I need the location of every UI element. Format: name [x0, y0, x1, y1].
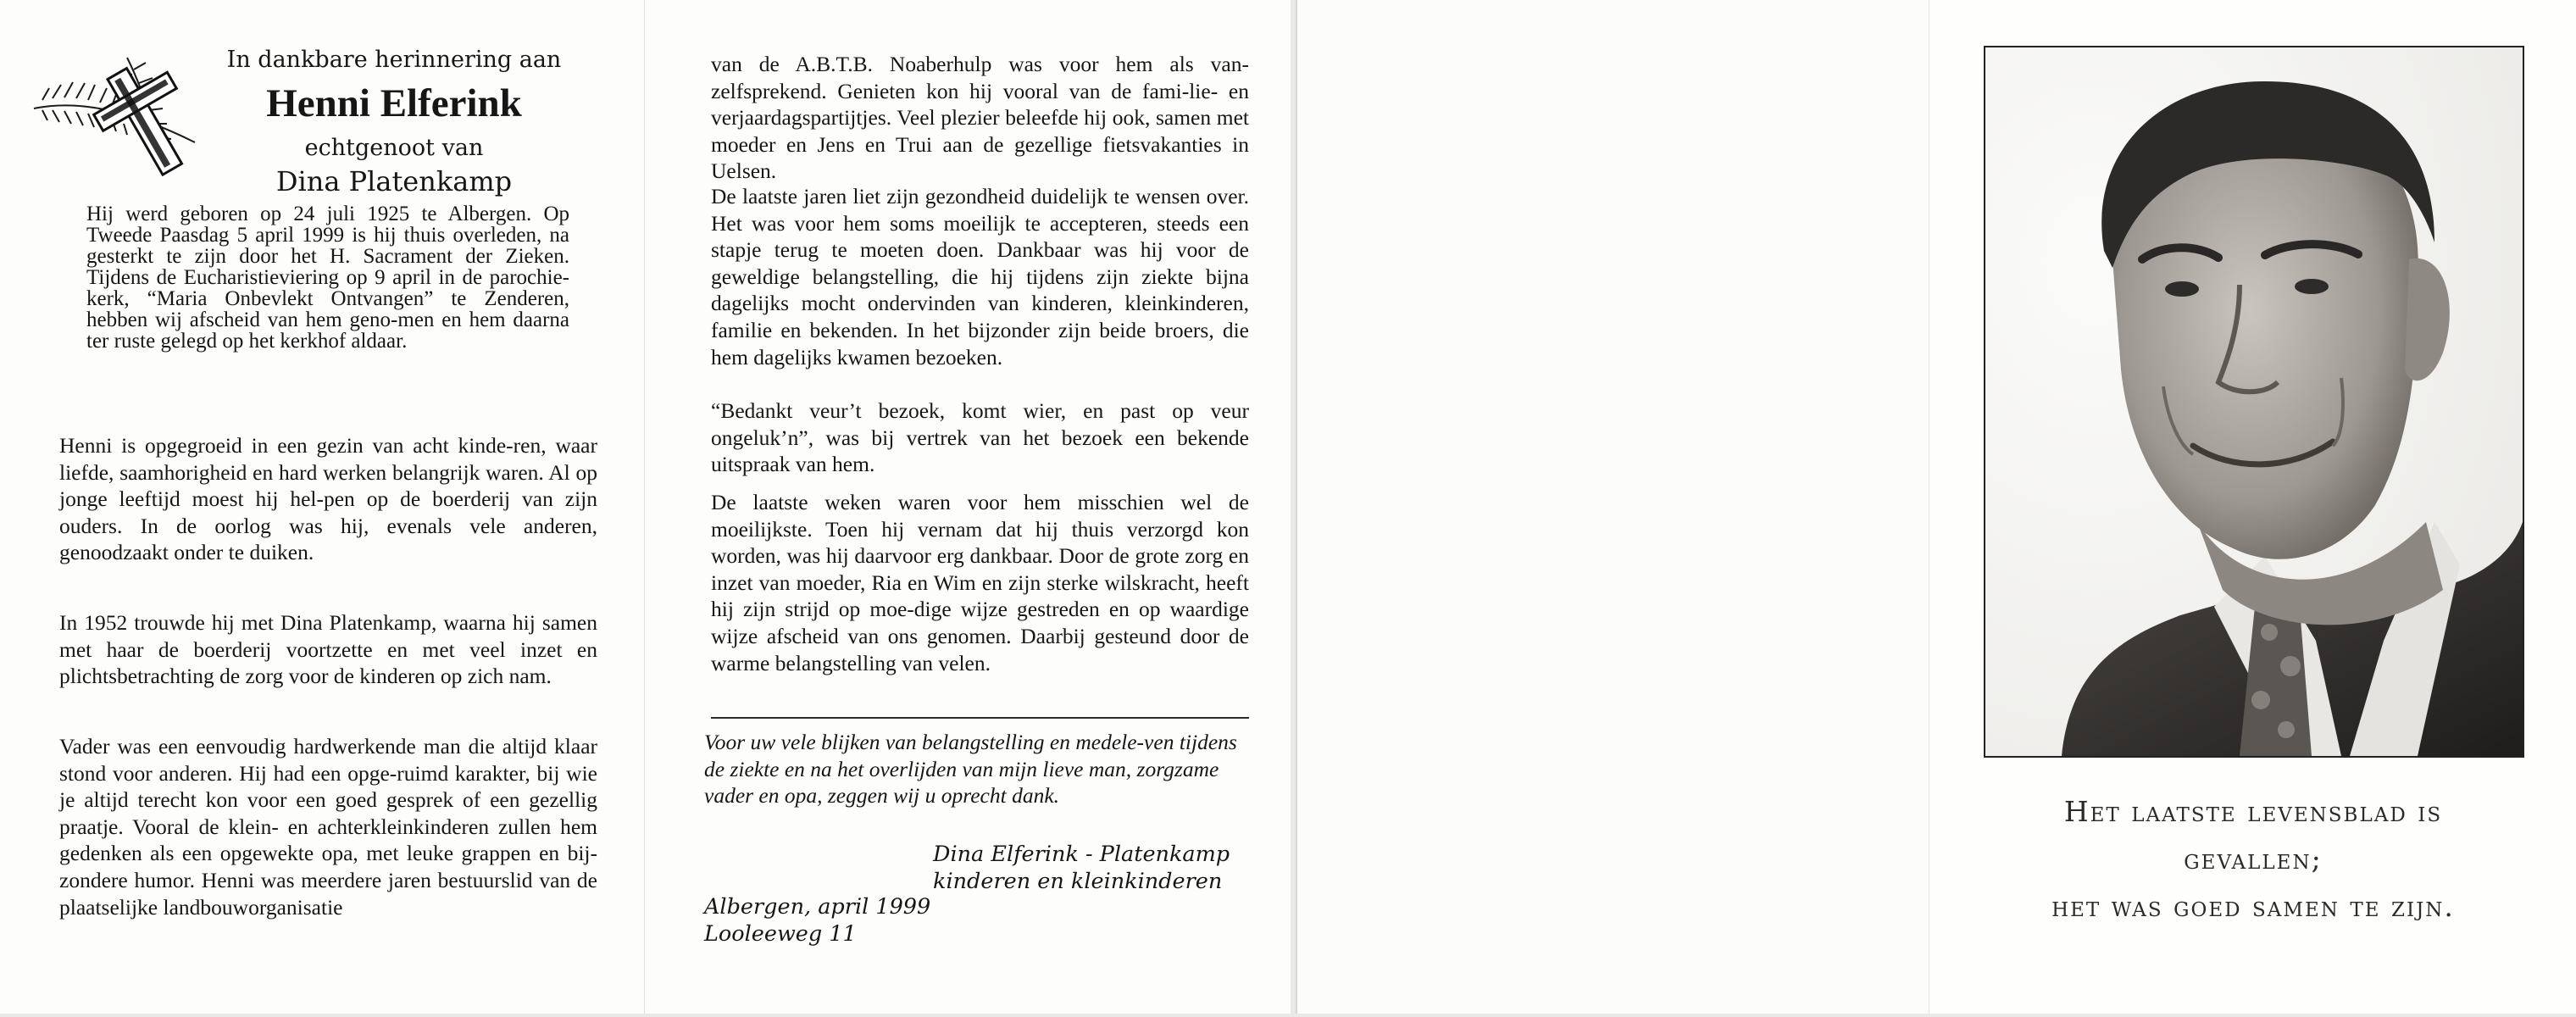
memorial-verse: [1929, 788, 2576, 931]
card-page-blank: [1296, 0, 1929, 1014]
birth-death-paragraph: Hij werd geboren op 24 juli 1925 te Albergen. Op Tweede Paasdag 5 april 1999 is hij thuis overleden, na gesterkt te zijn door het H. Sacrament der Zieken. Tijdens de Eucharistieviering op 9 april in de parochie-kerk, “Maria Onbevlekt Ontvangen” te Zenderen, hebben wij afscheid van hem geno-men en hem daarna ter ruste gelegd op het kerkhof aldaar.: [86, 203, 569, 353]
signature-line: Dina Elferink - Platenkamp: [933, 842, 1230, 867]
divider-line: [711, 717, 1249, 719]
verse-line: het was goed samen te zijn.: [2051, 890, 2455, 923]
signature-block: [933, 842, 1272, 895]
portrait-illustration: [1985, 47, 2523, 756]
address: Looleeweg 11: [704, 920, 857, 947]
signature-line: kinderen en kleinkinderen: [933, 868, 1223, 894]
place-date-block: [704, 894, 1043, 948]
deceased-name: Henni Elferink: [266, 81, 522, 125]
card-page-left: [0, 0, 645, 1014]
place-date: Albergen, april 1999: [704, 894, 931, 920]
spouse-label: echtgenoot van: [304, 135, 484, 161]
portrait-photo: [1984, 46, 2524, 758]
dedication-line: In dankbare herinnering aan: [226, 47, 562, 73]
biography-paragraph: Vader was een eenvoudig hardwerkende man die altijd klaar stond voor anderen. Hij had een opge-ruimd karakter, bij wie je altijd terecht kon voor een goed gesprek of een gezellig praatje. Vooral de klein- en achterkleinkinderen zullen hem gedenken als een opgewekte opa, met leuke grappen en bij-zondere humor. Henni was meerdere jaren bestuurslid van de plaatselijke landbouworganisatie: [59, 734, 597, 920]
biography-paragraph: van de A.B.T.B. Noaberhulp was voor hem als van-zelfsprekend. Genieten kon hij vooral van de fami-lie- en verjaardagspartijtjes. Veel plezier beleefde hij ook, samen met moeder en Jens en Trui aan de gezellige fietsvakanties in Uelsen.: [711, 52, 1249, 184]
biography-paragraph: De laatste jaren liet zijn gezondheid duidelijk te wensen over. Het was voor hem soms moeilijk te accepteren, steeds een stapje terug te moeten doen. Dankbaar was hij voor de geweldige belangstelling, die hij tijdens zijn ziekte bijna dagelijks mocht ondervinden van kinderen, kleinkinderen, familie en bekenden. In het bijzonder zijn beide broers, die hem dagelijks kwamen bezoeken.: [711, 184, 1249, 370]
biography-paragraph: In 1952 trouwde hij met Dina Platenkamp, waarna hij samen met haar de boerderij voortzette en met veel inzet en plichtsbetrachting de zorg voor de kinderen op zich nam.: [59, 610, 597, 689]
verse-line: Het laatste levensblad is: [2063, 795, 2443, 828]
biography-paragraph: “Bedankt veur’t bezoek, komt wier, en past op veur ongeluk’n”, was bij vertrek van het bezoek een bekende uitspraak van hem.: [711, 398, 1249, 477]
biography-paragraph: De laatste weken waren voor hem misschien wel de moeilijkste. Toen hij vernam dat hij thuis verzorgd kon worden, was hij daarvoor erg dankbaar. Door de grote zorg en inzet van moeder, Ria en Wim en zijn sterke wilskracht, heeft hij zijn strijd op moe-dige wijze gestreden en op waardige wijze afscheid van ons genomen. Daarbij gesteund door de warme belangstelling van velen.: [711, 490, 1249, 675]
verse-line: gevallen;: [2184, 842, 2323, 875]
card-page-second: [645, 0, 1291, 1014]
card-page-right: [1929, 0, 2576, 1014]
thanks-note: Voor uw vele blijken van belangstelling en medele-ven tijdens de ziekte en na het overlijden van mijn lieve man, zorgzame vader en opa, zeggen wij u oprecht dank.: [704, 730, 1237, 809]
biography-paragraph: Henni is opgegroeid in een gezin van acht kinde-ren, waar liefde, saamhorigheid en hard werken belangrijk waren. Al op jonge leeftijd moest hij hel-pen op de boerderij van zijn ouders. In de oorlog was hij, evenals vele anderen, genoodzaakt onder te duiken.: [59, 433, 597, 565]
spouse-name: Dina Platenkamp: [275, 165, 513, 197]
